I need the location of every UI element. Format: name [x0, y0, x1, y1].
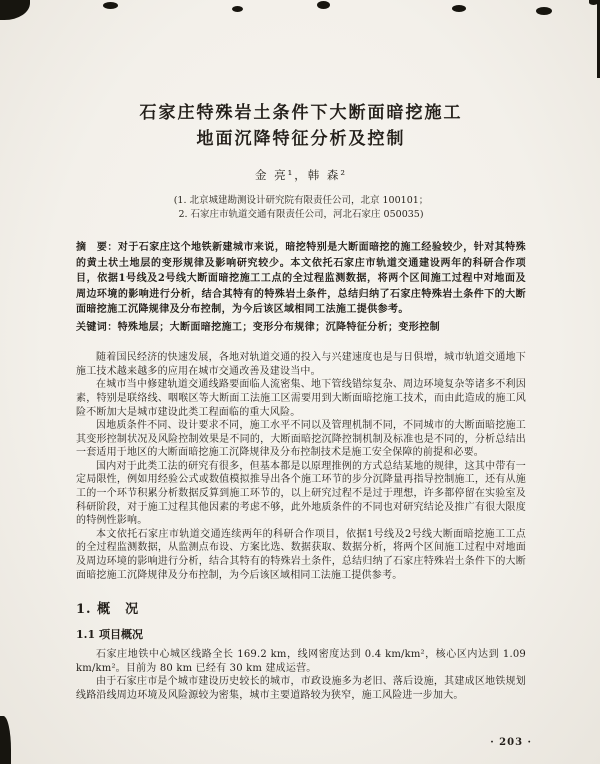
page-number: · 203 · — [490, 737, 532, 748]
introduction-paragraphs — [76, 351, 526, 582]
affiliation-line-2: 2. 石家庄市轨道交通有限责任公司，河北石家庄 050035) — [178, 209, 424, 221]
scan-artifact-blob — [536, 7, 552, 15]
abstract-label: 摘 要： — [76, 242, 118, 254]
paragraph: 因地质条件不同、设计要求不同，施工水平不同以及管理机制不同，不同城市的大断面暗挖施工其变形控制状况及风险控制效果是不同的，大断面暗挖沉降控制机制及标准也是不同的，分析总结出一套适用于地区的大断面暗挖施工沉降规律及分布控制技术是施工安全保障的前提和必要。 — [76, 420, 526, 459]
keywords-block — [76, 320, 526, 336]
paragraph: 国内对于此类工法的研究有很多，但基本都是以原理推例的方式总结某地的规律，这其中带有一定局限性，例如用经验公式或数值模拟推导出各个施工环节的步分沉降量再指导控制施工，还有从施工的一个环节积累分析数据反算到施工环节的，以上研究过程不是过于理想，许多都停留在实验室及科研阶段，对于施工过程其他因素的考虑不够，此外地质条件的不同也对研究结论及推广有很大限度的特例性影响。 — [76, 460, 526, 527]
keywords-text: 特殊地层；大断面暗挖施工；变形分布规律；沉降特征分析；变形控制 — [117, 321, 441, 333]
scan-artifact-top-right-corner — [589, 0, 598, 5]
paragraph: 在城市当中修建轨道交通线路要面临人流密集、地下管线错综复杂、周边环境复杂等诸多不利因素，特别是联络线、咽喉区等大断面工法施工区需要用到大断面暗挖施工技术，而由此造成的施工风险不断加大是城市建设此类工程面临的重大风险。 — [76, 379, 526, 418]
authors-line: 金 亮¹，韩 森² — [254, 167, 348, 182]
section-1-1-paragraphs — [76, 648, 526, 702]
abstract-block — [76, 240, 526, 318]
paper-title-line-2: 地面沉降特征分析及控制 — [196, 129, 406, 150]
scan-artifact-blob — [317, 1, 330, 9]
paper-content — [76, 100, 526, 703]
scan-artifact-blob — [103, 2, 118, 9]
section-1-heading: 1. 概 况 — [76, 602, 140, 618]
section-1-1-heading: 1.1 项目概况 — [76, 628, 143, 642]
paragraph: 随着国民经济的快速发展，各地对轨道交通的投入与兴建速度也是与日俱增，城市轨道交通地下施工技术越来越多的应用在城市交通改善及建设当中。 — [76, 352, 526, 377]
paper-title — [76, 100, 526, 153]
paragraph: 石家庄地铁中心城区线路全长 169.2 km，线网密度达到 0.4 km/km²，核心区内达到 1.09 km/km²。目前为 80 km 已经有 30 km 建成运营。 — [76, 649, 526, 674]
keywords-label: 关键词： — [76, 321, 118, 333]
scan-artifact-blob — [452, 5, 466, 12]
paper-title-line-1: 石家庄特殊岩土条件下大断面暗挖施工 — [139, 103, 463, 123]
scan-artifact-top-left-corner — [0, 0, 30, 20]
affiliation-line-1: (1. 北京城建勘测设计研究院有限责任公司，北京 100101； — [173, 194, 429, 206]
scan-artifact-bottom-left-corner — [0, 716, 11, 764]
paragraph: 由于石家庄市是个城市建设历史较长的城市，市政设施多为老旧、落后设施，其建成区地铁规划线路沿线周边环境及风险源较为密集，城市主要道路较为狭窄，施工风险进一步加大。 — [76, 676, 526, 701]
scan-artifact-blob — [232, 6, 243, 12]
abstract-text: 对于石家庄这个地铁新建城市来说，暗挖特别是大断面暗挖的施工经验较少，针对其特殊的黄土状土地层的变形规律及影响研究较少。本文依托石家庄市轨道交通建设两年的科研合作项目，依据1号线及2号线大断面暗挖施工工点的全过程监测数据，将两个区间施工过程中对地面及周边环境的影响进行分析，结合其特有的特殊岩土条件，总结归纳了石家庄特殊岩土条件下的大断面暗挖施工沉降规律及分布控制，为今后该区域相同工法施工提供参考。 — [76, 242, 526, 316]
paragraph: 本文依托石家庄市轨道交通连续两年的科研合作项目，依据1号线及2号线大断面暗挖施工工点的全过程监测数据，从监测点布设、方案比选、数据获取、数据分析，将两个区间施工过程中对地面及周边环境的影响进行分析，结合其特有的特殊岩土条件，总结归纳了石家庄特殊岩土条件下的大断面暗挖施工沉降规律及分布控制，为今后该区域相同工法施工提供参考。 — [76, 528, 526, 581]
